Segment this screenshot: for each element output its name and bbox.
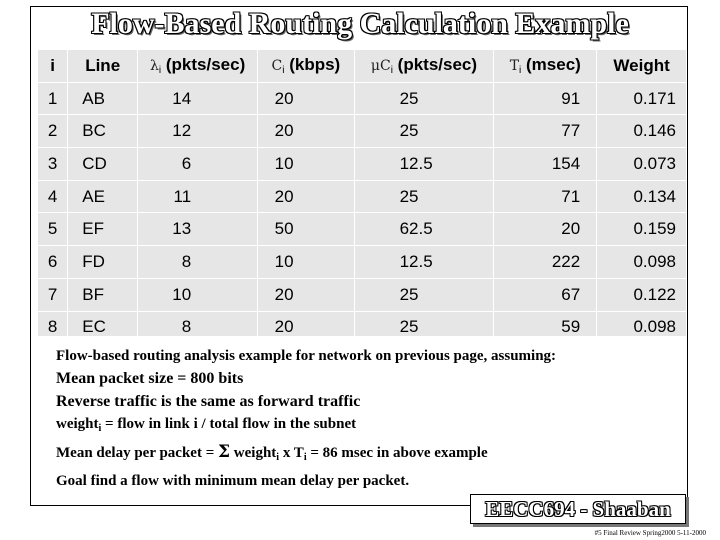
table-header-row [38, 50, 687, 83]
slide-title: Flow-Based Routing Calculation Example [91, 7, 629, 40]
cell-delay: 222 [494, 246, 597, 279]
note-packet-size: Mean packet size = 800 bits [56, 370, 244, 387]
header-mu-capacity: $\mu C_i$ (pkts/sec) [355, 50, 495, 83]
header-delay: $T_i$ (msec) [494, 50, 597, 83]
note-goal: Goal find a flow with minimum mean delay per packet. [56, 473, 410, 489]
cell-weight: 0.073 [597, 148, 687, 181]
table-row [38, 115, 687, 148]
cell-mu-capacity: 25 [355, 83, 495, 116]
table-row [38, 148, 687, 181]
cell-capacity: 20 [258, 115, 354, 148]
cell-capacity: 20 [258, 279, 354, 312]
cell-i: 8 [38, 312, 68, 345]
cell-mu-capacity: 25 [355, 312, 495, 345]
cell-line: BC [68, 115, 138, 148]
cell-lambda: 11 [138, 181, 258, 214]
cell-i: 4 [38, 181, 68, 214]
cell-i: 1 [38, 83, 68, 116]
cell-i: 3 [38, 148, 68, 181]
cell-i: 2 [38, 115, 68, 148]
table-row [38, 213, 687, 246]
table-row [38, 312, 687, 345]
cell-line: FD [68, 246, 138, 279]
cell-line: EC [68, 312, 138, 345]
cell-lambda: 8 [138, 246, 258, 279]
cell-capacity: 20 [258, 181, 354, 214]
cell-delay: 20 [494, 213, 597, 246]
cell-capacity: 20 [258, 83, 354, 116]
cell-delay: 59 [494, 312, 597, 345]
header-weight: Weight [597, 50, 687, 83]
cell-weight: 0.159 [597, 213, 687, 246]
cell-mu-capacity: 25 [355, 115, 495, 148]
cell-lambda: 12 [138, 115, 258, 148]
cell-delay: 67 [494, 279, 597, 312]
table-row [38, 279, 687, 312]
header-capacity: $C_i$ (kbps) [258, 50, 354, 83]
cell-capacity: 10 [258, 148, 354, 181]
cell-lambda: 6 [138, 148, 258, 181]
cell-capacity: 20 [258, 312, 354, 345]
cell-mu-capacity: 25 [355, 279, 495, 312]
cell-line: EF [68, 213, 138, 246]
table-row [38, 181, 687, 214]
table-row [38, 83, 687, 116]
cell-line: AB [68, 83, 138, 116]
cell-delay: 91 [494, 83, 597, 116]
note-mean-delay: Mean delay per packet = Σ weight$_i$ x $T_i = 86$ msec in above example [56, 442, 488, 463]
cell-i: 7 [38, 279, 68, 312]
cell-weight: 0.098 [597, 246, 687, 279]
note-reverse-traffic: Reverse traffic is the same as forward traffic [56, 393, 361, 410]
cell-weight: 0.122 [597, 279, 687, 312]
cell-mu-capacity: 12.5 [355, 246, 495, 279]
course-badge: EECC694 - Shaaban [470, 494, 686, 524]
cell-lambda: 8 [138, 312, 258, 345]
slide-footer: #5 Final Review Spring2000 5-11-2000 [594, 529, 706, 537]
cell-weight: 0.134 [597, 181, 687, 214]
header-line: Line [68, 50, 138, 83]
cell-i: 6 [38, 246, 68, 279]
cell-capacity: 10 [258, 246, 354, 279]
cell-i: 5 [38, 213, 68, 246]
cell-line: AE [68, 181, 138, 214]
notes-header: Flow-based routing analysis example for network on previous page, assuming: [56, 348, 557, 364]
cell-mu-capacity: 25 [355, 181, 495, 214]
cell-delay: 154 [494, 148, 597, 181]
cell-line: CD [68, 148, 138, 181]
routing-table-grid [38, 50, 687, 344]
cell-delay: 77 [494, 115, 597, 148]
cell-lambda: 13 [138, 213, 258, 246]
cell-mu-capacity: 62.5 [355, 213, 495, 246]
cell-weight: 0.098 [597, 312, 687, 345]
table-row [38, 246, 687, 279]
cell-capacity: 50 [258, 213, 354, 246]
cell-line: BF [68, 279, 138, 312]
header-i: i [38, 50, 68, 83]
header-lambda: $\lambda_i$ (pkts/sec) [138, 50, 258, 83]
cell-weight: 0.146 [597, 115, 687, 148]
cell-weight: 0.171 [597, 83, 687, 116]
cell-delay: 71 [494, 181, 597, 214]
cell-lambda: 14 [138, 83, 258, 116]
note-weight-definition: weight$_i$ = flow in link i / total flow in the subnet [56, 416, 357, 434]
cell-mu-capacity: 12.5 [355, 148, 495, 181]
cell-lambda: 10 [138, 279, 258, 312]
routing-table [38, 50, 687, 336]
